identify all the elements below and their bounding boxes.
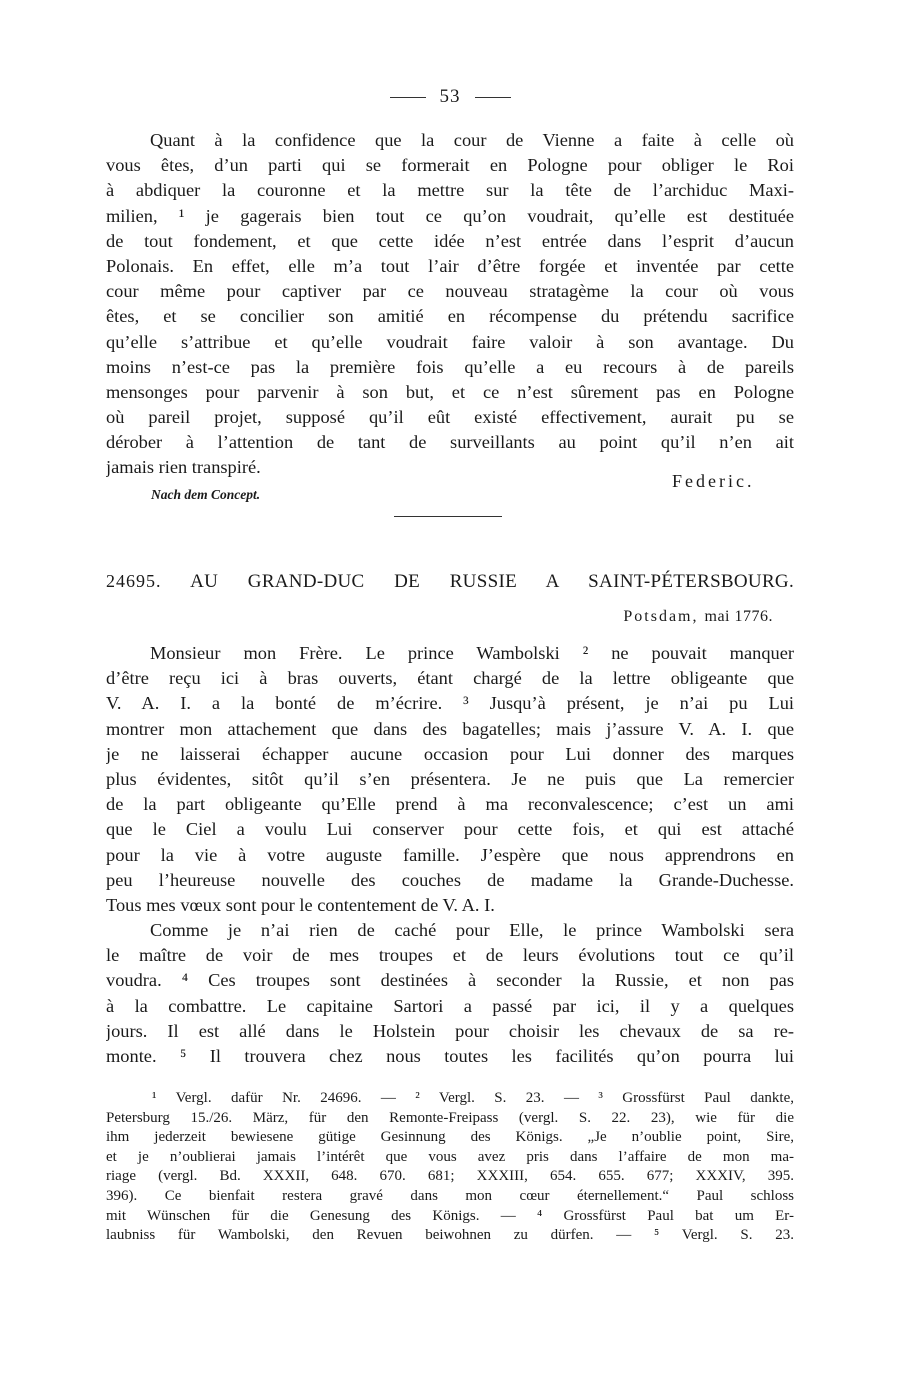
text-line: dérober à l’attention de tant de surveillants au point qu’il n’en ait bbox=[106, 432, 794, 453]
source-note: Nach dem Concept. bbox=[151, 487, 261, 502]
footnote-line: laubniss für Wambolski, den Revuen beiwohnen zu dürfen. — ⁵ Vergl. S. 23. bbox=[106, 1227, 794, 1244]
letter-place-date bbox=[623, 608, 773, 626]
text-line: Monsieur mon Frère. Le prince Wambolski ² ne pouvait manquer bbox=[150, 643, 794, 663]
letter-one-body bbox=[106, 128, 794, 481]
letter-date: mai 1776. bbox=[704, 608, 773, 625]
section-divider bbox=[394, 516, 502, 517]
text-line: cour même pour captiver par ce nouveau stratagème la cour où vous bbox=[106, 281, 794, 302]
text-line: à la combattre. Le capitaine Sartori a passé par ici, il y a quelques bbox=[106, 995, 794, 1016]
text-line: moins n’est-ce pas la première fois qu’elle a eu recours à de pareils bbox=[106, 356, 794, 377]
text-line: jamais rien transpiré. bbox=[106, 457, 261, 478]
text-line: de tout fondement, et que cette idée n’est entrée dans l’esprit d’aucun bbox=[106, 230, 794, 251]
footnote-line: ¹ Vergl. dafür Nr. 24696. — ² Vergl. S. 23. — ³ Grossfürst Paul dankte, bbox=[152, 1090, 794, 1106]
text-line: de la part obligeante qu’Elle prend à ma reconvalescence; c’est un ami bbox=[106, 794, 794, 815]
text-line: mensonges pour parvenir à son but, et ce n’est sûrement pas en Pologne bbox=[106, 381, 794, 402]
text-line: où pareil projet, supposé qu’il eût existé effectivement, aurait pu se bbox=[106, 407, 794, 428]
text-line: voudra. ⁴ Ces troupes sont destinées à seconder la Russie, et non pas bbox=[106, 970, 794, 991]
text-line: monte. ⁵ Il trouvera chez nous toutes les facilités qu’on pourra lui bbox=[106, 1046, 794, 1066]
text-line: d’être reçu ici à bras ouverts, étant chargé de la lettre obligeante que bbox=[106, 668, 794, 689]
footnotes bbox=[106, 1089, 794, 1246]
letter-number: 24695. bbox=[106, 571, 162, 591]
text-line: plus évidentes, sitôt qu’il s’en présentera. Je ne puis que La remercier bbox=[106, 768, 794, 789]
text-line: le maître de voir de mes troupes et de leurs évolutions tout ce qu’il bbox=[106, 945, 794, 966]
text-line: à abdiquer la couronne et la mettre sur la tête de l’archiduc Maxi- bbox=[106, 180, 794, 201]
text-line: Comme je n’ai rien de caché pour Elle, le prince Wambolski sera bbox=[150, 920, 794, 941]
signature: Federic. bbox=[672, 471, 755, 491]
letter-heading bbox=[106, 571, 794, 593]
page-number: 53 bbox=[0, 86, 900, 108]
footnote-line: ihm jederzeit bewiesene gütige Gesinnung des Königs. „Je n’oublie point, Sire, bbox=[106, 1129, 794, 1146]
text-line: Quant à la confidence que la cour de Vienne a faite à celle où bbox=[150, 130, 794, 150]
text-line: montrer mon attachement que dans des bagatelles; mais j’assure V. A. I. que bbox=[106, 718, 794, 739]
text-line: Polonais. En effet, elle m’a tout l’air d’être forgée et inventée par cette bbox=[106, 255, 794, 276]
page-number-dash-right bbox=[475, 97, 511, 98]
text-line: pour la vie à votre auguste famille. J’espère que nous apprendrons en bbox=[106, 844, 794, 865]
text-line: vous êtes, d’un parti qui se formerait en Pologne pour obliger le Roi bbox=[106, 155, 794, 176]
text-line: qu’elle s’attribue et qu’elle voudrait faire valoir à son avantage. Du bbox=[106, 331, 794, 352]
footnote-line: riage (vergl. Bd. XXXII, 648. 670. 681; XXXIII, 654. 655. 677; XXXIV, 395. bbox=[106, 1168, 794, 1185]
footnote-line: 396). Ce bienfait restera gravé dans mon cœur éternellement.“ Paul schloss bbox=[106, 1187, 794, 1204]
footnote-line: Petersburg 15./26. März, für den Remonte-Freipass (vergl. S. 22. 23), wie für die bbox=[106, 1109, 794, 1126]
text-line: Tous mes vœux sont pour le contentement de V. A. I. bbox=[106, 894, 495, 915]
text-line: êtes, et se concilier son amitié en récompense du prétendu sacrifice bbox=[106, 306, 794, 327]
text-line: peu l’heureuse nouvelle des couches de madame la Grande-Duchesse. bbox=[106, 869, 794, 890]
text-line: V. A. I. a la bonté de m’écrire. ³ Jusqu’à présent, je n’ai pu Lui bbox=[106, 693, 794, 714]
text-line: jours. Il est allé dans le Holstein pour choisir les chevaux de sa re- bbox=[106, 1020, 794, 1041]
text-line: que le Ciel a voulu Lui conserver pour cette fois, et qui est attaché bbox=[106, 819, 794, 840]
page-number-dash-left bbox=[390, 97, 426, 98]
text-line: je ne laisserai échapper aucune occasion pour Lui donner des marques bbox=[106, 743, 794, 764]
letter-place: Potsdam, bbox=[623, 608, 699, 625]
letter-two-body bbox=[106, 641, 794, 1069]
footnote-line: et je n’oublierai jamais l’intérêt que vous avez pris dans l’affaire de mon ma- bbox=[106, 1148, 794, 1165]
letter-title: AU GRAND-DUC DE RUSSIE A SAINT-PÉTERSBOURG. bbox=[190, 571, 794, 592]
footnote-line: mit Wünschen für die Genesung des Königs. — ⁴ Grossfürst Paul bat um Er- bbox=[106, 1207, 794, 1224]
text-line: milien, ¹ je gagerais bien tout ce qu’on voudrait, qu’elle est destituée bbox=[106, 205, 794, 226]
